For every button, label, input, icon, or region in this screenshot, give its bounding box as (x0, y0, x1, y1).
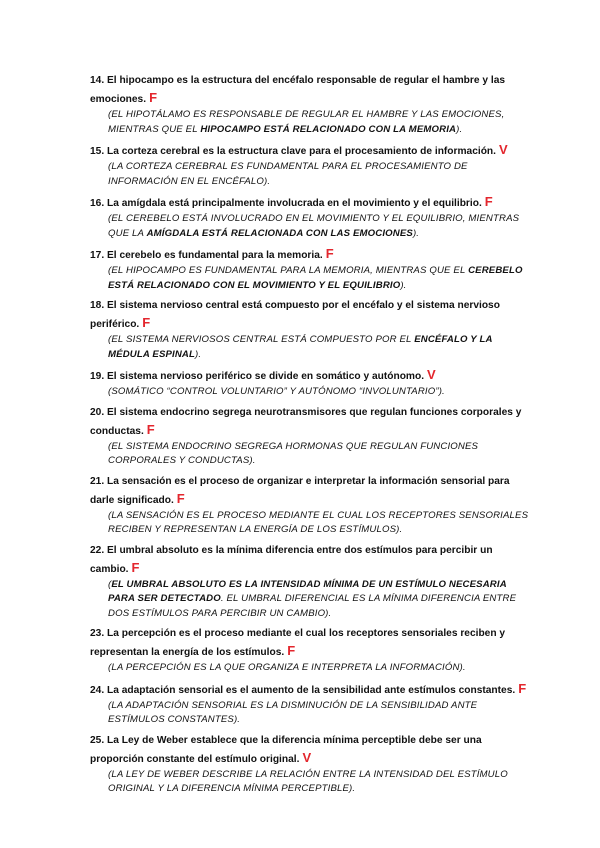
answer-mark: F (142, 315, 151, 330)
statement-text: El sistema endocrino segrega neurotransmisores que regulan funciones corporales y conductas. (90, 406, 522, 437)
statement (90, 680, 535, 699)
statement (90, 193, 535, 212)
explanation-text: (SOMÁTICO “CONTROL VOLUNTARIO” Y AUTÓNOMO “INVOLUNTARIO”). (108, 386, 445, 397)
explanation-text: (LA CORTEZA CEREBRAL ES FUNDAMENTAL PARA EL PROCESAMIENTO DE INFORMACIÓN EN EL ENCÉFALO). (108, 161, 468, 187)
explanation (108, 661, 535, 676)
statement (90, 297, 535, 333)
statement (90, 542, 535, 578)
item-number: 25. (90, 734, 105, 746)
explanation-text: ( (108, 578, 112, 590)
explanation (108, 212, 535, 241)
explanation-text: (EL SISTEMA ENDOCRINO SEGREGA HORMONAS QUE REGULAN FUNCIONES CORPORALES Y CONDUCTAS). (108, 440, 479, 466)
statement (90, 245, 535, 264)
explanation-text: ). (400, 279, 407, 291)
statement-text: La sensación es el proceso de organizar e interpretar la información sensorial para darle significado. (90, 475, 510, 506)
statement (90, 141, 535, 160)
statement-text: El sistema nervioso periférico se divide en somático y autónomo. (104, 371, 425, 382)
list-item (90, 732, 535, 797)
explanation-text: (EL HIPOTÁLAMO ES RESPONSABLE DE REGULAR EL HAMBRE Y LAS EMOCIONES, MIENTRAS QUE EL (108, 109, 505, 135)
item-number: 20. (90, 406, 105, 418)
item-number: 14. (90, 75, 105, 86)
statement-text: El cerebelo es fundamental para la memoria. (104, 250, 323, 261)
explanation-text: (LA PERCEPCIÓN ES LA QUE ORGANIZA E INTERPRETA LA INFORMACIÓN). (108, 662, 466, 673)
item-number: 18. (90, 300, 105, 311)
explanation (108, 160, 535, 189)
answer-mark: V (427, 367, 436, 382)
list-item (90, 680, 535, 728)
statement (90, 366, 535, 385)
explanation-text: (EL SISTEMA NERVIOSOS CENTRAL ESTÁ COMPUESTO POR EL (108, 334, 415, 345)
list-item (90, 542, 535, 622)
list-item (90, 72, 535, 137)
answer-mark: F (325, 246, 334, 261)
answer-mark: F (287, 643, 296, 658)
statement-text: La percepción es el proceso mediante el cual los receptores sensoriales reciben y representan la energía de los estímulos. (90, 628, 506, 658)
explanation (108, 699, 535, 728)
explanation (108, 264, 535, 293)
answer-mark: F (484, 194, 493, 209)
statement-text: El sistema nervioso central está compuesto por el encéfalo y el sistema nervioso periférico. (90, 300, 500, 330)
statement (90, 732, 535, 768)
list-item (90, 245, 535, 293)
list-item (90, 473, 535, 538)
list-item (90, 404, 535, 469)
explanation (108, 440, 535, 469)
true-false-list (90, 72, 535, 801)
explanation (108, 768, 535, 797)
explanation-bold-text: CEREBELO ESTÁ RELACIONADO CON EL MOVIMIENTO Y EL EQUILIBRIO (108, 265, 523, 291)
explanation (108, 578, 535, 622)
explanation-text: (EL HIPOCAMPO ES FUNDAMENTAL PARA LA MEMORIA, MIENTRAS QUE EL (108, 265, 469, 276)
statement (90, 72, 535, 108)
answer-mark: F (149, 90, 158, 105)
item-number: 24. (90, 684, 105, 696)
statement-text: La corteza cerebral es la estructura clave para el procesamiento de información. (104, 146, 496, 157)
explanation-text: (EL CEREBELO ESTÁ INVOLUCRADO EN EL MOVIMIENTO Y EL EQUILIBRIO, MIENTRAS QUE LA (108, 213, 520, 239)
list-item (90, 193, 535, 241)
answer-mark: F (518, 680, 527, 696)
item-number: 19. (90, 371, 105, 382)
statement (90, 404, 535, 440)
statement-text: El umbral absoluto es la mínima diferencia entre dos estímulos para percibir un cambio. (90, 544, 493, 575)
item-number: 16. (90, 198, 105, 209)
statement-text: El hipocampo es la estructura del encéfalo responsable de regular el hambre y las emociones. (90, 75, 506, 105)
explanation-text: ). (412, 227, 420, 239)
item-number: 15. (90, 146, 105, 157)
explanation-text: (LA ADAPTACIÓN SENSORIAL ES LA DISMINUCIÓN DE LA SENSIBILIDAD ANTE ESTÍMULOS CONSTANTES). (108, 699, 478, 725)
explanation (108, 108, 535, 137)
explanation (108, 385, 535, 400)
item-number: 23. (90, 628, 105, 639)
explanation-text: (LA LEY DE WEBER DESCRIBE LA RELACIÓN ENTRE LA INTENSIDAD DEL ESTÍMULO ORIGINAL Y LA DIFERENCIA MÍNIMA PERCEPTIBLE). (108, 768, 508, 794)
explanation-text: (LA SENSACIÓN ES EL PROCESO MEDIANTE EL CUAL LOS RECEPTORES SENSORIALES RECIBEN Y REPRESENTAN LA ENERGÍA DE LOS ESTÍMULOS). (108, 509, 529, 535)
list-item (90, 366, 535, 400)
explanation-text: . EL UMBRAL DIFERENCIAL ES LA MÍNIMA DIFERENCIA ENTRE DOS ESTÍMULOS PARA PERCIBIR UN CAMBIO). (108, 593, 517, 619)
answer-mark: F (146, 421, 155, 437)
explanation (108, 333, 535, 362)
statement-text: La amígdala está principalmente involucrada en el movimiento y el equilibrio. (104, 198, 482, 209)
list-item (90, 297, 535, 362)
explanation-text: ). (195, 348, 202, 360)
statement-text: La adaptación sensorial es el aumento de la sensibilidad ante estímulos constantes. (104, 684, 516, 696)
list-item (90, 625, 535, 676)
answer-mark: F (176, 490, 185, 506)
statement (90, 625, 535, 661)
explanation-bold-text: ENCÉFALO Y LA MÉDULA ESPINAL (108, 334, 493, 360)
statement-text: La Ley de Weber establece que la diferencia mínima perceptible debe ser una proporción constante del estímulo original. (90, 734, 482, 765)
answer-mark: F (131, 559, 140, 575)
item-number: 17. (90, 250, 105, 261)
item-number: 21. (90, 475, 105, 487)
explanation-text: ). (456, 123, 463, 135)
answer-mark: V (499, 142, 508, 157)
explanation-bold-text: HIPOCAMPO ESTÁ RELACIONADO CON LA MEMORIA (200, 123, 457, 135)
explanation-bold-text: EL UMBRAL ABSOLUTO ES LA INTENSIDAD MÍNIMA DE UN ESTÍMULO NECESARIA PARA SER DETECTADO (108, 578, 507, 604)
statement (90, 473, 535, 509)
list-item (90, 141, 535, 189)
item-number: 22. (90, 544, 105, 556)
explanation (108, 509, 535, 538)
answer-mark: V (302, 749, 312, 765)
explanation-bold-text: AMÍGDALA ESTÁ RELACIONADA CON LAS EMOCIONES (146, 227, 413, 239)
